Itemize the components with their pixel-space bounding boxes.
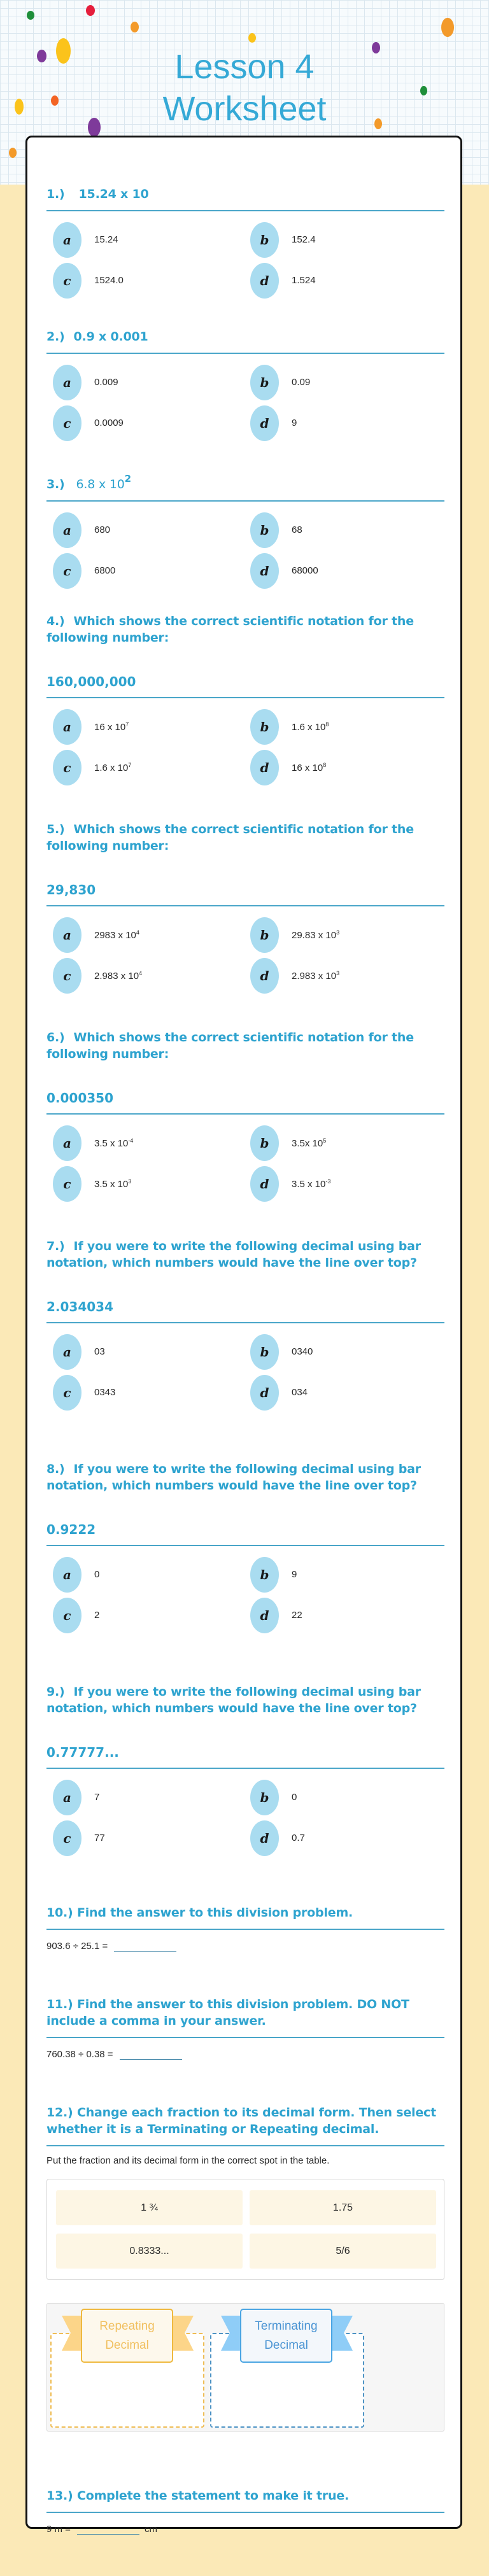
splat-orange-icon bbox=[131, 22, 139, 32]
question-10 bbox=[46, 1904, 444, 1952]
question-9 bbox=[46, 1684, 444, 1856]
answer-options bbox=[46, 364, 444, 441]
option-letter-bubble[interactable]: a bbox=[53, 365, 82, 400]
option-letter-bubble[interactable]: c bbox=[53, 1598, 82, 1633]
divider bbox=[46, 353, 444, 354]
category-label-terminating: Terminating Decimal bbox=[240, 2309, 332, 2363]
answer-options bbox=[46, 512, 444, 589]
ribbon-right-icon bbox=[172, 2316, 194, 2351]
question-11 bbox=[46, 1996, 444, 2060]
option-d[interactable]: d 9 bbox=[250, 405, 448, 441]
divider bbox=[46, 1322, 444, 1323]
divider bbox=[46, 2145, 444, 2146]
question-heading: 13.) Complete the statement to make it true. bbox=[46, 2489, 350, 2503]
option-c[interactable]: c 1524.0 bbox=[53, 262, 250, 299]
divider bbox=[46, 1929, 444, 1930]
option-a[interactable]: a 680 bbox=[53, 512, 250, 548]
option-b[interactable]: b 1.6 x $10^8$ bbox=[250, 708, 448, 745]
option-c[interactable]: c 0.0009 bbox=[53, 405, 250, 441]
divider bbox=[46, 2512, 444, 2513]
option-b[interactable]: b 9 bbox=[250, 1556, 448, 1593]
option-b[interactable]: b 0 bbox=[250, 1779, 448, 1815]
question-heading: 8.) If you were to write the following decimal using bar notation, which numbers would have the line over top? bbox=[46, 1462, 421, 1493]
question-12 bbox=[46, 2104, 444, 2432]
option-a[interactable]: a 16 x $10^7$ bbox=[53, 708, 250, 745]
option-letter-bubble[interactable]: c bbox=[53, 1820, 82, 1856]
question-heading: 4.) Which shows the correct scientific notation for the following number: bbox=[46, 614, 414, 645]
option-a[interactable]: a 0.009 bbox=[53, 364, 250, 400]
worksheet-card bbox=[25, 136, 462, 2535]
option-letter-bubble[interactable]: d bbox=[250, 553, 279, 589]
divider bbox=[46, 2037, 444, 2038]
option-d[interactable]: d 1.524 bbox=[250, 262, 448, 299]
question-heading: 11.) Find the answer to this division problem. DO NOT include a comma in your answer. bbox=[46, 1997, 409, 2028]
option-letter-bubble[interactable]: b bbox=[250, 512, 279, 548]
option-d[interactable]: d 2.983 x $10^3$ bbox=[250, 957, 448, 994]
question-heading: 5.) Which shows the correct scientific notation for the following number: bbox=[46, 822, 414, 853]
option-letter-bubble[interactable]: d bbox=[250, 750, 279, 785]
question-number-value: 2.034034 bbox=[46, 1299, 114, 1314]
answer-input[interactable] bbox=[77, 2521, 139, 2535]
option-letter-bubble[interactable]: a bbox=[53, 512, 82, 548]
ribbon-left-icon bbox=[221, 2316, 243, 2351]
option-letter-bubble[interactable]: a bbox=[53, 1125, 82, 1161]
draggable-tile[interactable]: 0.8333... bbox=[56, 2234, 243, 2269]
option-letter-bubble[interactable]: b bbox=[250, 1125, 279, 1161]
option-letter-bubble[interactable]: b bbox=[250, 1334, 279, 1370]
option-b[interactable]: b 68 bbox=[250, 512, 448, 548]
answer-options bbox=[46, 222, 444, 299]
option-letter-bubble[interactable]: d bbox=[250, 405, 279, 441]
option-letter-bubble[interactable]: c bbox=[53, 1166, 82, 1202]
divider bbox=[46, 500, 444, 502]
question-heading: 7.) If you were to write the following decimal using bar notation, which numbers would have the line over top? bbox=[46, 1239, 421, 1270]
option-letter-bubble[interactable]: d bbox=[250, 263, 279, 299]
question-heading: 12.) Change each fraction to its decimal form. Then select whether it is a Terminating or Repeating decimal. bbox=[46, 2106, 436, 2136]
draggable-tile[interactable]: 1.75 bbox=[250, 2190, 436, 2225]
question-heading: 2.) 0.9 x 0.001 bbox=[46, 330, 148, 344]
splat-red-icon bbox=[86, 5, 95, 16]
draggable-tile[interactable]: 5/6 bbox=[250, 2234, 436, 2269]
option-letter-bubble[interactable]: d bbox=[250, 1375, 279, 1411]
option-d[interactable]: d 0.7 bbox=[250, 1820, 448, 1856]
option-c[interactable]: c 0343 bbox=[53, 1374, 250, 1411]
option-letter-bubble[interactable]: b bbox=[250, 222, 279, 258]
answer-options bbox=[46, 1125, 444, 1202]
splat-orange-icon bbox=[9, 148, 17, 158]
option-letter-bubble[interactable]: c bbox=[53, 263, 82, 299]
option-c[interactable]: c 3.5 x $10^3$ bbox=[53, 1165, 250, 1202]
option-b[interactable]: b 29.83 x $10^3$ bbox=[250, 917, 448, 953]
ribbon-left-icon bbox=[62, 2316, 83, 2351]
splat-orange-icon bbox=[441, 18, 454, 37]
option-letter-bubble[interactable]: b bbox=[250, 709, 279, 745]
option-letter-bubble[interactable]: a bbox=[53, 917, 82, 953]
question-number-value: 0.9222 bbox=[46, 1522, 96, 1537]
answer-options bbox=[46, 1556, 444, 1633]
divider bbox=[46, 905, 444, 906]
option-letter-bubble[interactable]: a bbox=[53, 1780, 82, 1815]
option-d[interactable]: d 3.5 x $10^{-3}$ bbox=[250, 1165, 448, 1202]
option-c[interactable]: c 2.983 x $10^4$ bbox=[53, 957, 250, 994]
divider bbox=[46, 1545, 444, 1546]
divider bbox=[46, 1113, 444, 1115]
option-b[interactable]: b 0.09 bbox=[250, 364, 448, 400]
option-letter-bubble[interactable]: c bbox=[53, 553, 82, 589]
option-letter-bubble[interactable]: a bbox=[53, 1334, 82, 1370]
question-number-value: 29,830 bbox=[46, 882, 96, 897]
question-5 bbox=[46, 821, 444, 994]
option-b[interactable]: b 152.4 bbox=[250, 222, 448, 258]
option-a[interactable]: a 7 bbox=[53, 1779, 250, 1815]
option-letter-bubble[interactable]: a bbox=[53, 222, 82, 258]
splat-green-icon bbox=[27, 11, 34, 20]
divider bbox=[46, 1768, 444, 1769]
option-d[interactable]: d 22 bbox=[250, 1597, 448, 1633]
equation-row: 760.38 ÷ 0.38 = bbox=[46, 2046, 444, 2060]
option-a[interactable]: a 3.5 x $10^{-4}$ bbox=[53, 1125, 250, 1161]
instruction-text: Put the fraction and its decimal form in the correct spot in the table. bbox=[46, 2155, 330, 2166]
option-letter-bubble[interactable]: a bbox=[53, 709, 82, 745]
question-number-value: 0.77777... bbox=[46, 1745, 119, 1760]
answer-options bbox=[46, 708, 444, 785]
answer-options bbox=[46, 1334, 444, 1411]
question-heading: 1.) 15.24 x 10 bbox=[46, 187, 149, 201]
option-letter-bubble[interactable]: c bbox=[53, 1375, 82, 1411]
option-b[interactable]: b 3.5x $10^5$ bbox=[250, 1125, 448, 1161]
question-heading: 9.) If you were to write the following decimal using bar notation, which numbers would have the line over top? bbox=[46, 1685, 421, 1715]
option-d[interactable]: d 034 bbox=[250, 1374, 448, 1411]
question-8 bbox=[46, 1461, 444, 1633]
equation-row: 9 m = cm bbox=[46, 2521, 444, 2535]
divider bbox=[46, 210, 444, 211]
answer-input[interactable] bbox=[114, 1938, 176, 1952]
option-letter-bubble[interactable]: c bbox=[53, 405, 82, 441]
option-letter-bubble[interactable]: c bbox=[53, 750, 82, 785]
option-a[interactable]: a 2983 x $10^4$ bbox=[53, 917, 250, 953]
option-d[interactable]: d 16 x $10^8$ bbox=[250, 749, 448, 785]
option-c[interactable]: c 77 bbox=[53, 1820, 250, 1856]
option-letter-bubble[interactable]: d bbox=[250, 1598, 279, 1633]
question-6 bbox=[46, 1029, 444, 1202]
option-letter-bubble[interactable]: b bbox=[250, 1557, 279, 1593]
option-letter-bubble[interactable]: a bbox=[53, 1557, 82, 1593]
option-letter-bubble[interactable]: d bbox=[250, 1820, 279, 1856]
question-13 bbox=[46, 2488, 444, 2535]
option-c[interactable]: c 6800 bbox=[53, 553, 250, 589]
splat-yellow-icon bbox=[248, 33, 256, 43]
page-title: Lesson 4 Worksheet bbox=[162, 48, 327, 128]
ribbon-right-icon bbox=[331, 2316, 353, 2351]
option-c[interactable]: c 1.6 x $10^7$ bbox=[53, 749, 250, 785]
question-3 bbox=[46, 470, 444, 589]
answer-options bbox=[46, 917, 444, 994]
category-table bbox=[46, 2303, 444, 2432]
option-d[interactable]: d 68000 bbox=[250, 553, 448, 589]
question-2 bbox=[46, 328, 444, 441]
option-letter-bubble[interactable]: b bbox=[250, 365, 279, 400]
answer-options bbox=[46, 1779, 444, 1856]
option-a[interactable]: a 0 bbox=[53, 1556, 250, 1593]
option-letter-bubble[interactable]: c bbox=[53, 958, 82, 994]
option-letter-bubble[interactable]: d bbox=[250, 958, 279, 994]
option-letter-bubble[interactable]: b bbox=[250, 1780, 279, 1815]
answer-input[interactable] bbox=[120, 2046, 182, 2060]
question-heading: 6.) Which shows the correct scientific notation for the following number: bbox=[46, 1031, 414, 1061]
draggable-tile[interactable]: 1 ¾ bbox=[56, 2190, 243, 2225]
option-a[interactable]: a 15.24 bbox=[53, 222, 250, 258]
option-b[interactable]: b 0340 bbox=[250, 1334, 448, 1370]
question-heading: 10.) Find the answer to this division problem. bbox=[46, 1906, 353, 1920]
option-letter-bubble[interactable]: d bbox=[250, 1166, 279, 1202]
option-a[interactable]: a 03 bbox=[53, 1334, 250, 1370]
question-number-value: 160,000,000 bbox=[46, 674, 136, 689]
category-label-repeating: Repeating Decimal bbox=[81, 2309, 173, 2363]
equation-row: 903.6 ÷ 25.1 = bbox=[46, 1938, 444, 1952]
question-7 bbox=[46, 1238, 444, 1411]
option-letter-bubble[interactable]: b bbox=[250, 917, 279, 953]
option-c[interactable]: c 2 bbox=[53, 1597, 250, 1633]
divider bbox=[46, 697, 444, 698]
draggable-tiles-pool bbox=[46, 2179, 444, 2280]
question-4 bbox=[46, 613, 444, 785]
question-1 bbox=[46, 186, 444, 299]
question-number-value: 0.000350 bbox=[46, 1090, 114, 1106]
question-heading: 3.) 6.8 x $10^2$ bbox=[46, 473, 131, 491]
